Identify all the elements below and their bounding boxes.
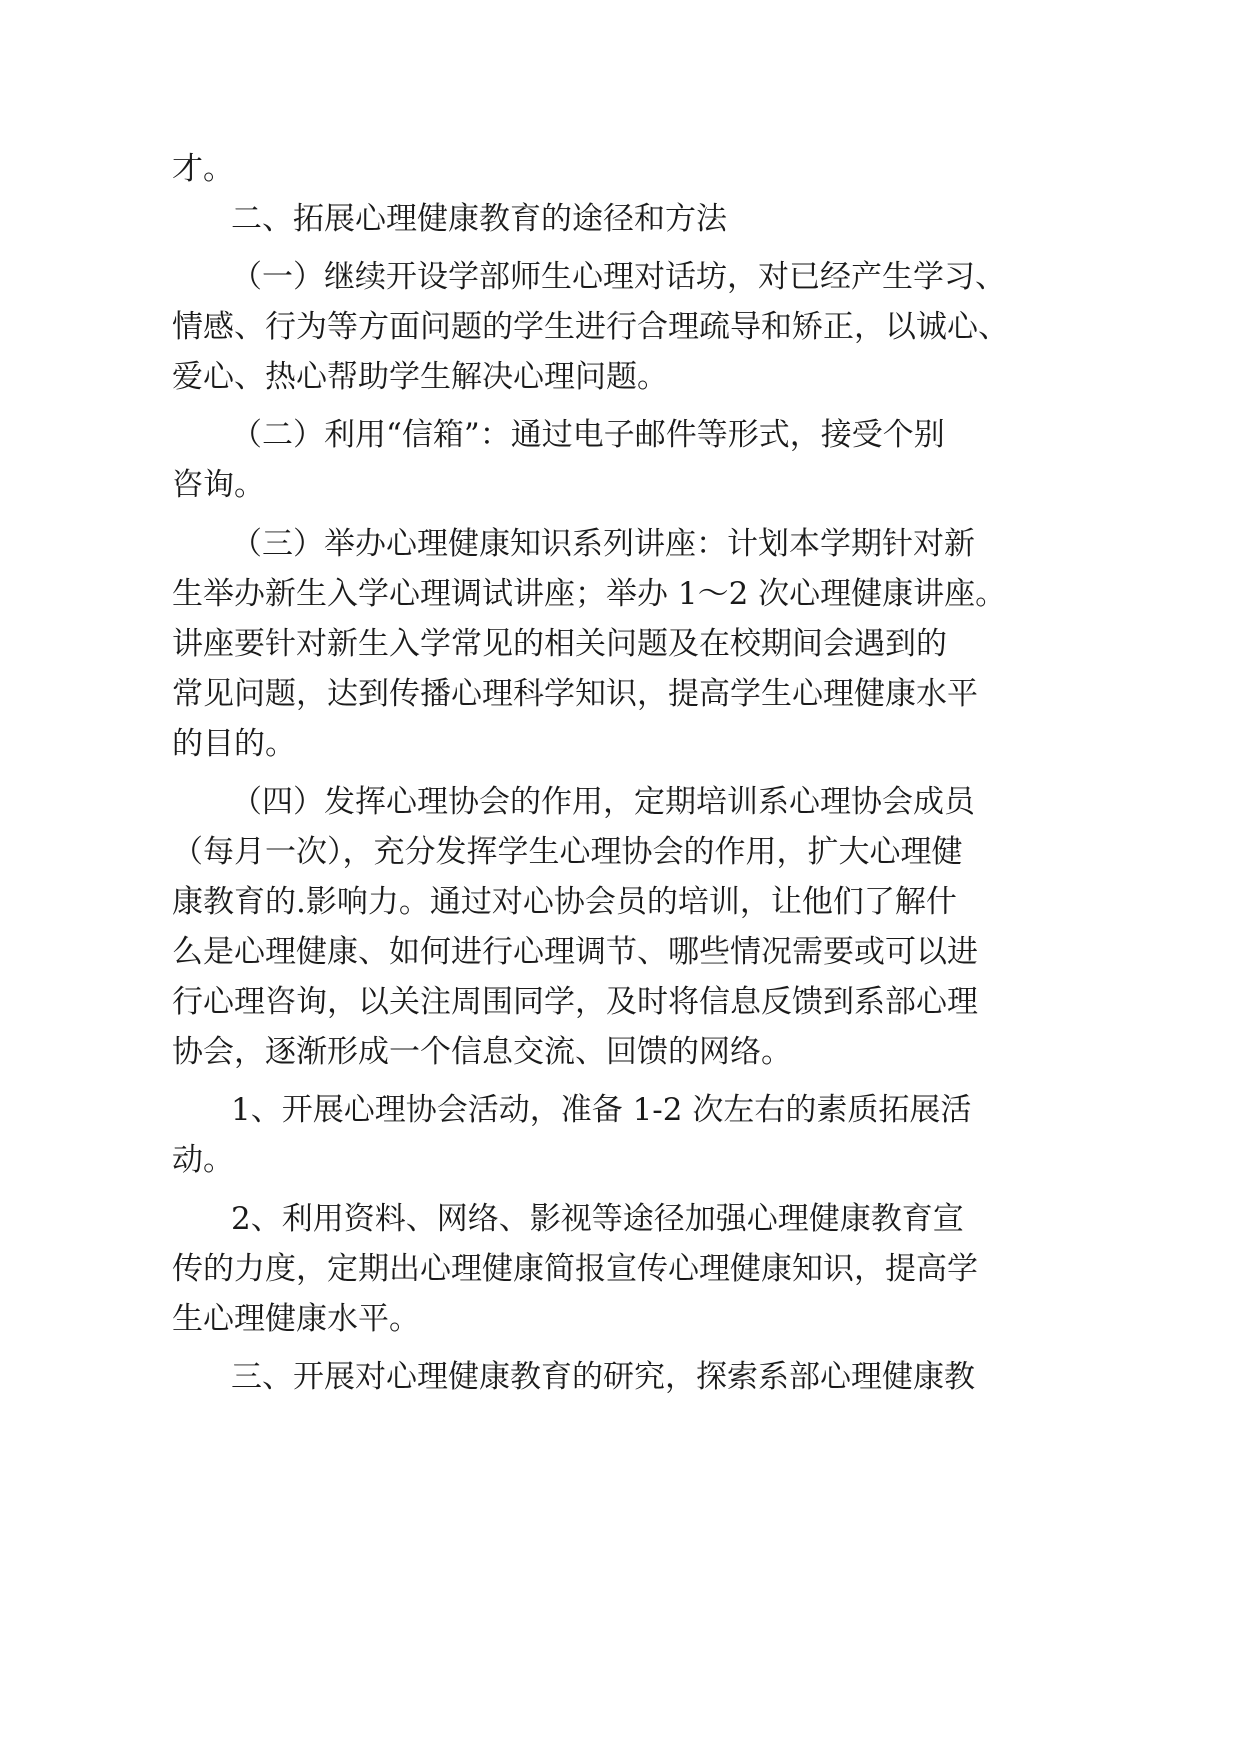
text-line: 的目的。	[172, 726, 296, 762]
text-line: 情感、行为等方面问题的学生进行合理疏导和矫正，以诚心、	[172, 309, 1009, 345]
text-line: 康教育的.影响力。通过对心协会员的培训，让他们了解什	[172, 884, 957, 920]
text-line: 传的力度，定期出心理健康简报宣传心理健康知识，提高学	[172, 1251, 978, 1287]
text-line: 生举办新生入学心理调试讲座；举办 1～2 次心理健康讲座。	[172, 576, 1007, 612]
text-line: 么是心理健康、如何进行心理调节、哪些情况需要或可以进	[172, 934, 978, 970]
text-line: 咨询。	[172, 467, 265, 503]
text-line: （每月一次），充分发挥学生心理协会的作用，扩大心理健	[172, 834, 963, 870]
section-heading: 三、开展对心理健康教育的研究，探索系部心理健康教	[231, 1359, 975, 1395]
text-line: 协会，逐渐形成一个信息交流、回馈的网络。	[172, 1034, 792, 1070]
section-heading: 二、拓展心理健康教育的途径和方法	[231, 201, 727, 237]
text-line: （三）举办心理健康知识系列讲座：计划本学期针对新	[231, 526, 975, 562]
text-line: 生心理健康水平。	[172, 1301, 420, 1337]
text-line: 行心理咨询，以关注周围同学，及时将信息反馈到系部心理	[172, 984, 978, 1020]
text-line: （四）发挥心理协会的作用，定期培训系心理协会成员	[231, 784, 975, 820]
text-line: （二）利用“信箱”：通过电子邮件等形式，接受个别	[231, 417, 945, 453]
text-line: 常见问题，达到传播心理科学知识，提高学生心理健康水平	[172, 676, 978, 712]
text-line: 讲座要针对新生入学常见的相关问题及在校期间会遇到的	[172, 626, 947, 662]
text-line: 动。	[172, 1142, 234, 1178]
text-line: 爱心、热心帮助学生解决心理问题。	[172, 359, 668, 395]
text-line: 才。	[172, 151, 234, 187]
text-line: 1、开展心理协会活动，准备 1-2 次左右的素质拓展活	[231, 1092, 972, 1128]
text-line: 2、利用资料、网络、影视等途径加强心理健康教育宣	[231, 1201, 964, 1237]
text-line: （一）继续开设学部师生心理对话坊，对已经产生学习、	[231, 259, 1006, 295]
